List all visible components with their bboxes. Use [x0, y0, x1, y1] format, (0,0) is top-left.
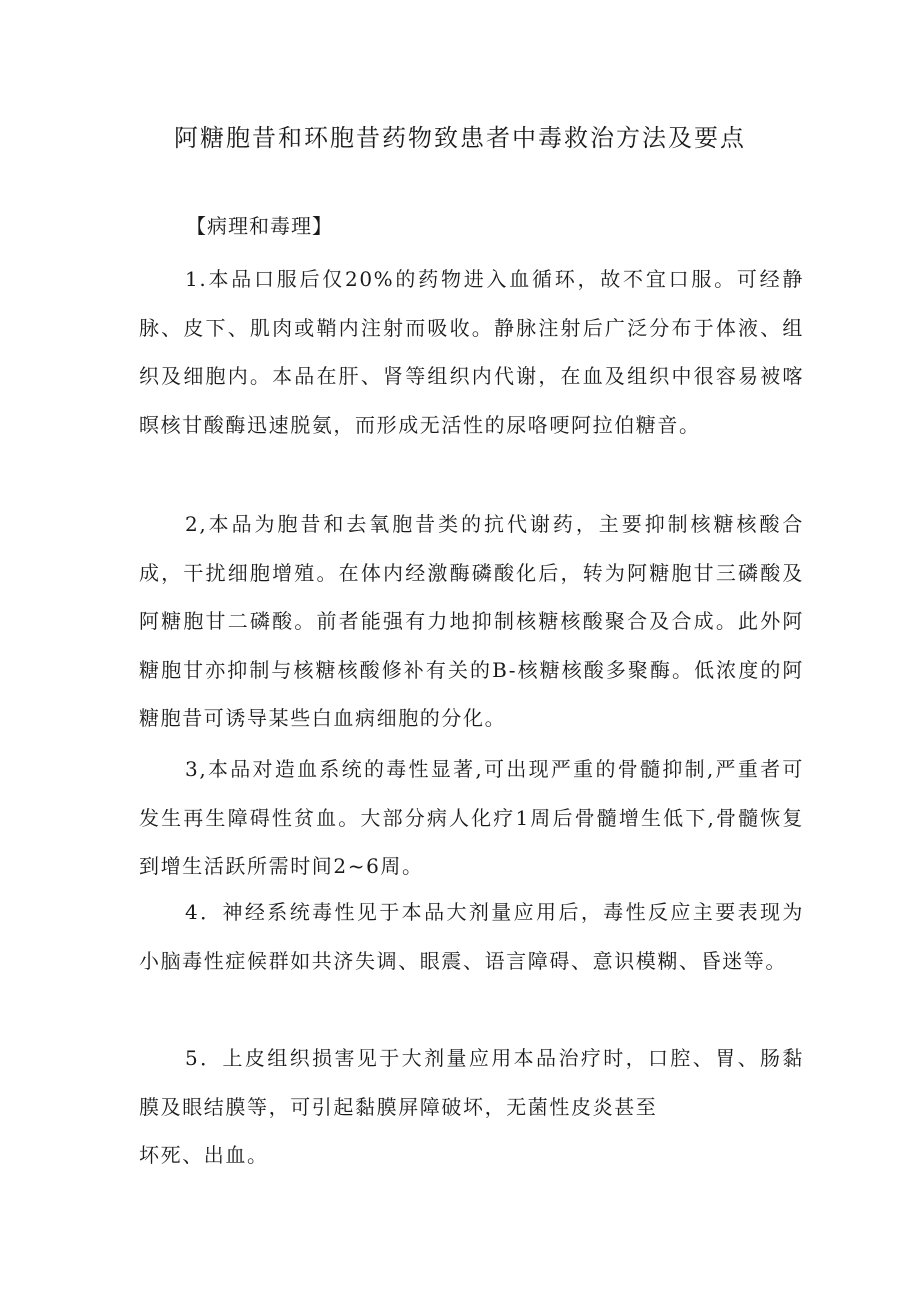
paragraph-3: 3,本品对造血系统的毒性显著,可出现严重的骨髓抑制,严重者可发生再生障碍性贫血。大部分病人化疗1周后骨髓增生低下,骨髓恢复到增生活跃所需时间2~6周。 — [139, 757, 804, 878]
paragraph-2: 2,本品为胞昔和去氧胞昔类的抗代谢药，主要抑制核糖核酸合成，干扰细胞增殖。在体内经激酶磷酸化后，转为阿糖胞甘三磷酸及阿糖胞甘二磷酸。前者能强有力地抑制核糖核酸聚合及合成。此外阿糖胞甘亦抑制与核糖核酸修补有关的B-核糖核酸多聚酶。低浓度的阿糖胞昔可诱导某些白血病细胞的分化。 — [139, 512, 804, 730]
paragraph-5-tail: 坏死、出血。 — [139, 1143, 269, 1167]
section-heading-pathology: 【病理和毒理】 — [186, 214, 333, 238]
paragraph-4: 4．神经系统毒性见于本品大剂量应用后，毒性反应主要表现为小脑毒性症候群如共济失调、眼震、语言障碍、意识模糊、昏迷等。 — [139, 900, 804, 973]
paragraph-5: 5．上皮组织损害见于大剂量应用本品治疗时，口腔、胃、肠黏膜及眼结膜等，可引起黏膜屏障破坏，无菌性皮炎甚至 — [139, 1046, 804, 1119]
document-title: 阿糖胞昔和环胞昔药物致患者中毒救治方法及要点 — [174, 124, 746, 152]
paragraph-1: 1.本品口服后仅20%的药物进入血循环，故不宜口服。可经静脉、皮下、肌肉或鞘内注射而吸收。静脉注射后广泛分布于体液、组织及细胞内。本品在肝、肾等组织内代谢，在血及组织中很容易被喀暝核甘酸酶迅速脱氨，而形成无活性的尿咯哽阿拉伯糖音。 — [139, 267, 804, 437]
